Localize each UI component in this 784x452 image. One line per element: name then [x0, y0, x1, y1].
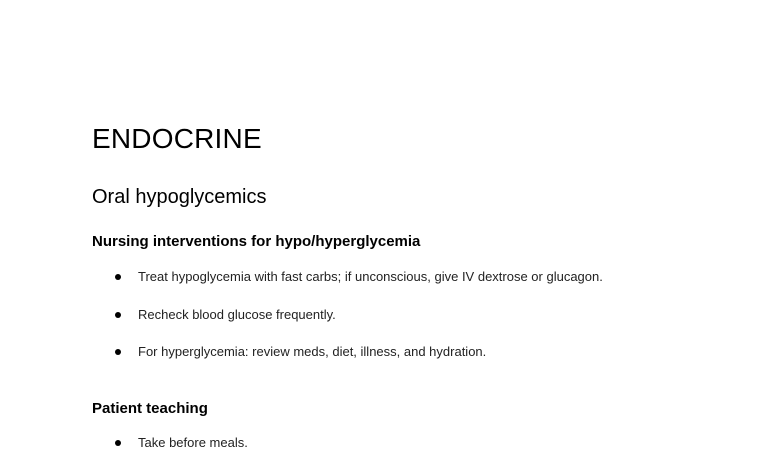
- list-item-text: Recheck blood glucose frequently.: [138, 307, 336, 322]
- section-title: Oral hypoglycemics: [92, 186, 267, 208]
- document-title: ENDOCRINE: [92, 123, 262, 154]
- subsection-heading-patient-teaching: Patient teaching: [92, 400, 208, 417]
- bullet-icon: [115, 274, 121, 280]
- list-item-text: For hyperglycemia: review meds, diet, illness, and hydration.: [138, 344, 487, 359]
- bullet-icon: [115, 349, 121, 355]
- list-item-text: Take before meals.: [138, 435, 248, 450]
- bullet-icon: [115, 440, 121, 446]
- bullet-icon: [115, 312, 121, 318]
- subsection-heading-nursing-interventions: Nursing interventions for hypo/hyperglycemia: [92, 233, 421, 250]
- list-item-text: Treat hypoglycemia with fast carbs; if unconscious, give IV dextrose or glucagon.: [138, 269, 603, 284]
